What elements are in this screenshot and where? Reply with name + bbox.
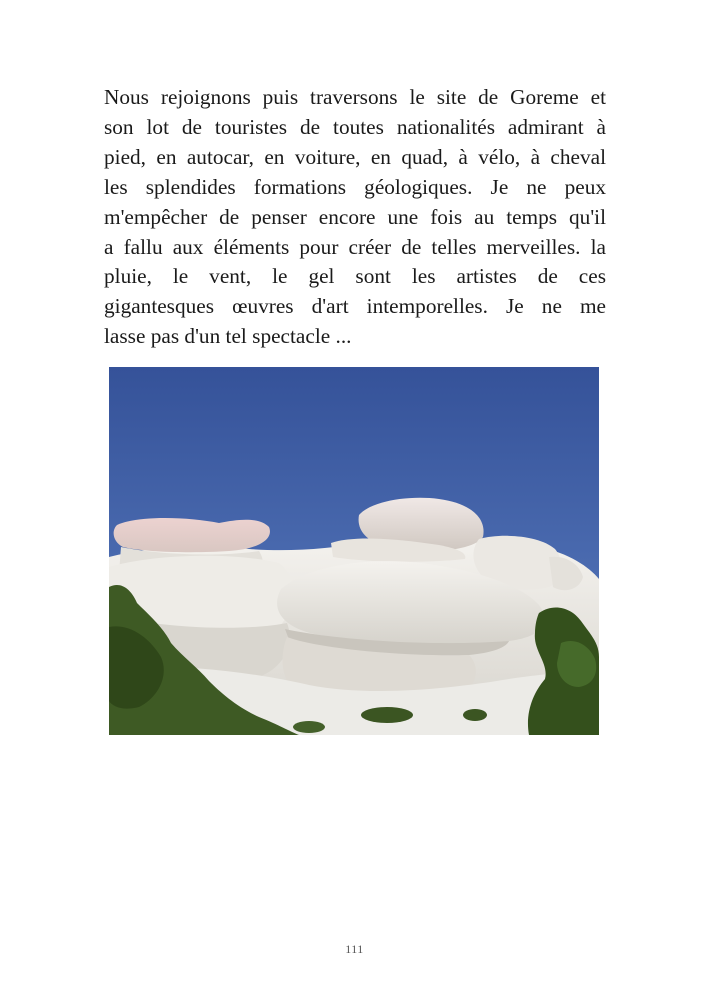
paragraph-line: les splendides formations géologiques. Je ne peux [104,174,606,199]
body-paragraph [104,83,606,352]
rock-formation-photo [109,367,599,735]
paragraph-line: m'empêcher de penser encore une fois au temps qu'il [104,204,606,229]
page-number: 111 [345,942,364,956]
shrub [293,721,325,733]
shrub [361,707,413,723]
paragraph-line: gigantesques œuvres d'art intemporelles. Je ne me [104,294,606,319]
paragraph-line: lasse pas d'un tel spectacle ... [104,324,352,349]
rock-cap-left [114,518,270,552]
shrub [463,709,487,721]
paragraph-line: son lot de touristes de toutes nationalités admirant à [104,114,606,139]
paragraph-line: a fallu aux éléments pour créer de telles merveilles. la [104,234,606,259]
photo-illustration [109,367,599,735]
paragraph-line: Nous rejoignons puis traversons le site de Goreme et [104,85,606,109]
paragraph-line: pluie, le vent, le gel sont les artistes de ces [104,264,606,289]
paragraph-line: pied, en autocar, en voiture, en quad, à vélo, à cheval [104,144,606,169]
